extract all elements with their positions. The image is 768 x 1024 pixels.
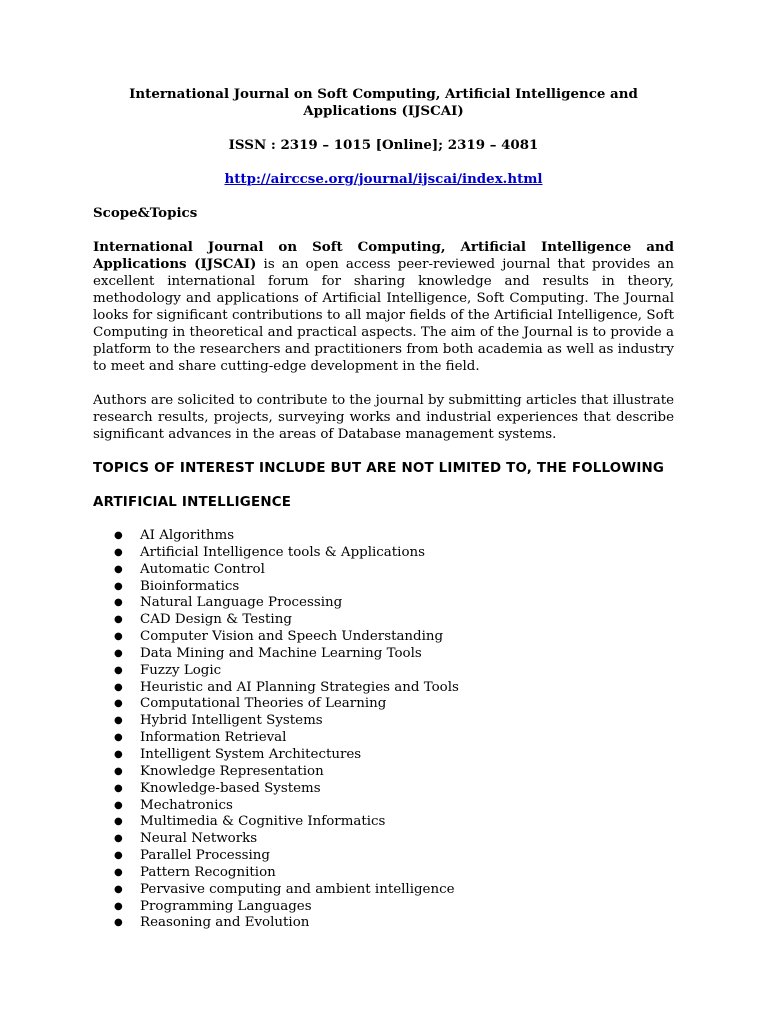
bullet-icon: ● (114, 732, 123, 744)
list-item (93, 579, 674, 596)
list-item (93, 730, 674, 747)
bullet-icon: ● (114, 850, 123, 862)
topic-label: Hybrid Intelligent Systems (140, 713, 323, 729)
topic-label: Fuzzy Logic (140, 662, 222, 678)
journal-title: International Journal on Soft Computing, Artificial Intelligence and Applications (IJSCAI) (129, 86, 638, 119)
list-item (93, 865, 674, 882)
list-item (93, 562, 674, 579)
bullet-icon: ● (114, 799, 123, 811)
list-item (93, 831, 674, 848)
intro-paragraph (93, 239, 674, 375)
list-item (93, 545, 674, 562)
bullet-icon: ● (114, 816, 123, 828)
bullet-icon: ● (114, 614, 123, 626)
bullet-icon: ● (114, 681, 123, 693)
list-item (93, 747, 674, 764)
topic-label: Bioinformatics (140, 578, 240, 594)
bullet-icon: ● (114, 664, 123, 676)
topic-label: Neural Networks (140, 831, 258, 847)
document-page (93, 86, 674, 932)
list-item (93, 595, 674, 612)
list-item (93, 882, 674, 899)
topic-label: Computer Vision and Speech Understanding (140, 629, 444, 645)
journal-url-link[interactable]: http://airccse.org/journal/ijscai/index.html (224, 171, 543, 187)
list-item (93, 781, 674, 798)
list-item (93, 663, 674, 680)
topic-label: Mechatronics (140, 797, 233, 813)
topic-label: Multimedia & Cognitive Informatics (140, 814, 386, 830)
list-item (93, 848, 674, 865)
bullet-icon: ● (114, 883, 123, 895)
topic-label: Automatic Control (140, 561, 265, 577)
bullet-icon: ● (114, 833, 123, 845)
list-item (93, 612, 674, 629)
list-item (93, 646, 674, 663)
ai-section-heading: ARTIFICIAL INTELLIGENCE (93, 495, 292, 510)
topic-label: Intelligent System Architectures (140, 746, 362, 762)
list-item (93, 899, 674, 916)
bullet-icon: ● (114, 782, 123, 794)
topic-list (93, 528, 674, 932)
topic-label: Information Retrieval (140, 730, 287, 746)
bullet-icon: ● (114, 917, 123, 929)
journal-url (93, 171, 674, 188)
list-item (93, 696, 674, 713)
bullet-icon: ● (114, 530, 123, 541)
bullet-icon: ● (114, 900, 123, 912)
bullet-icon: ● (114, 580, 123, 592)
scope-heading: Scope&Topics (93, 205, 198, 221)
topic-label: Programming Languages (140, 898, 312, 914)
topic-label: Artificial Intelligence tools & Applications (140, 544, 426, 560)
bullet-icon: ● (114, 715, 123, 727)
topic-label: Knowledge-based Systems (140, 780, 321, 796)
list-item (93, 798, 674, 815)
list-item (93, 629, 674, 646)
topic-label: Data Mining and Machine Learning Tools (140, 645, 422, 661)
list-item (93, 680, 674, 697)
bullet-icon: ● (114, 631, 123, 643)
topics-heading: TOPICS OF INTEREST INCLUDE BUT ARE NOT LIMITED TO, THE FOLLOWING (93, 461, 665, 476)
topic-label: Reasoning and Evolution (140, 915, 310, 931)
topic-label: Pattern Recognition (140, 864, 276, 880)
list-item (93, 814, 674, 831)
topic-label: Heuristic and AI Planning Strategies and Tools (140, 679, 459, 695)
bullet-icon: ● (114, 597, 123, 609)
list-item (93, 713, 674, 730)
issn-line: ISSN : 2319 – 1015 [Online]; 2319 – 4081 (228, 137, 539, 153)
topic-label: Computational Theories of Learning (140, 696, 387, 712)
topic-label: CAD Design & Testing (140, 612, 292, 628)
bullet-icon: ● (114, 647, 123, 659)
bullet-icon: ● (114, 698, 123, 710)
authors-paragraph: Authors are solicited to contribute to the journal by submitting articles that illustrate research results, projects, surveying works and industrial experiences that describe significant advances in the areas of Database management systems. (93, 393, 674, 442)
bullet-icon: ● (114, 563, 123, 575)
intro-body: is an open access peer-reviewed journal that provides an excellent international forum for sharing knowledge and results in theory, methodology and applications of Artificial Intelligence, Soft Computing. The Journal looks for significant contributions to all major fields of the Artificial Intelligence, Soft Computing in theoretical and practical aspects. The aim of the Journal is to provide a platform to the researchers and practitioners from both academia as well as industry to meet and share cutting-edge development in the field. (93, 257, 675, 374)
topic-label: Pervasive computing and ambient intelligence (140, 881, 455, 897)
topic-label: Natural Language Processing (140, 595, 343, 611)
topic-label: Knowledge Representation (140, 763, 324, 779)
topic-label: Parallel Processing (140, 848, 270, 864)
bullet-icon: ● (114, 748, 123, 760)
list-item (93, 528, 674, 545)
topic-label: AI Algorithms (140, 528, 235, 543)
bullet-icon: ● (114, 765, 123, 777)
list-item (93, 764, 674, 781)
bullet-icon: ● (114, 546, 123, 558)
intro-bold-lead: International Journal on Soft Computing, Artificial Intelligence and Applications (IJSCAI) (93, 239, 674, 272)
bullet-icon: ● (114, 866, 123, 878)
list-item (93, 915, 674, 932)
